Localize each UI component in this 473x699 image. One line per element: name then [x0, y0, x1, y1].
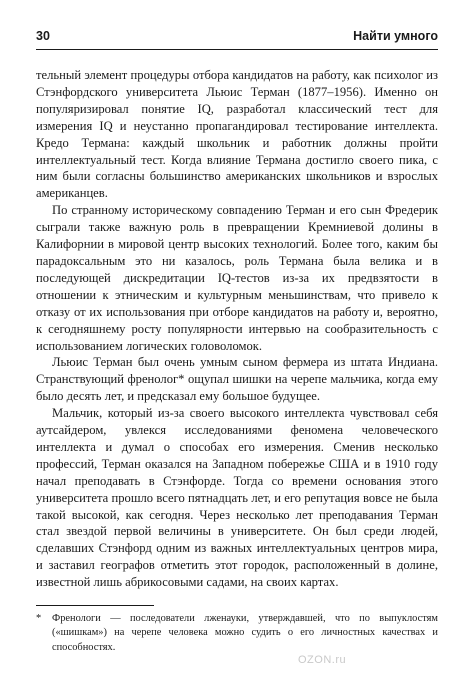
book-page: [36, 28, 438, 655]
paragraph-1: тельный элемент процедуры отбора кандидатов на работу, как психолог из Стэнфордского университета Льюис Терман (1877–1956). Именно он популяризировал понятие IQ, разработал классический тест для измерения IQ и неустанно пропагандировал тестирование интеллекта. Кредо Термана: каждый школьник и работник должны пройти интеллектуальный тест. Когда влияние Термана достигло своего пика, с ним были согласны большинство американских школьников и взрослых американцев.: [36, 68, 438, 201]
running-head: [36, 28, 438, 50]
footnote-text: Френологи — последователи лженауки, утверждавшей, что по выпуклостям («шишкам») на черепе человека можно судить о его личностных качествах и способностях.: [52, 613, 438, 653]
paragraph-3: Льюис Терман был очень умным сыном фермера из штата Индиана. Странствующий френолог* ощупал шишки на черепе мальчика, когда ему было десять лет, и предсказал ему большое будущее.: [36, 355, 438, 404]
watermark-logo: OZON.ru: [298, 654, 347, 666]
body-text: [36, 67, 438, 591]
footnote-marker: *: [36, 613, 42, 625]
page-number: 30: [36, 29, 50, 43]
running-title: Найти умного: [353, 29, 438, 43]
footnote-divider: [36, 605, 154, 606]
footnote: [36, 612, 438, 655]
paragraph-2: По странному историческому совпадению Терман и его сын Фредерик сыграли также важную роль в превращении Кремниевой долины в Калифорнии в мировой центр высоких технологий. Более того, каким бы парадоксальным это ни казалось, роль Термана была велика и в последующей дискредитации IQ-тестов из-за их предвзятости в отношении к этническим и культурным меньшинствам, что привело к отказу от их использования при отборе кандидатов на работу и, вероятно, к сегодняшнему росту популярности интервью на сообразительность с использованием логических головоломок.: [36, 203, 438, 353]
paragraph-4: Мальчик, который из-за своего высокого интеллекта чувствовал себя аутсайдером, увлекся исследованиями феномена человеческого интеллекта и думал о способах его измерения. Сменив несколько профессий, Терман оказался на Западном побережье США и в 1910 году начал преподавать в Стэнфорде. Тогда со времени основания этого университета прошло всего пятнадцать лет, и его репутация вовсе не была такой высокой, как сегодня. Через несколько лет преподавания Терман стал звездой первой величины в университете. Он был среди людей, сделавших Стэнфорд одним из важных интеллектуальных центров мира, и заставил географов отметить этот городок, расположенный в долине, известной лишь абрикосовыми садами, на своих картах.: [36, 406, 438, 590]
